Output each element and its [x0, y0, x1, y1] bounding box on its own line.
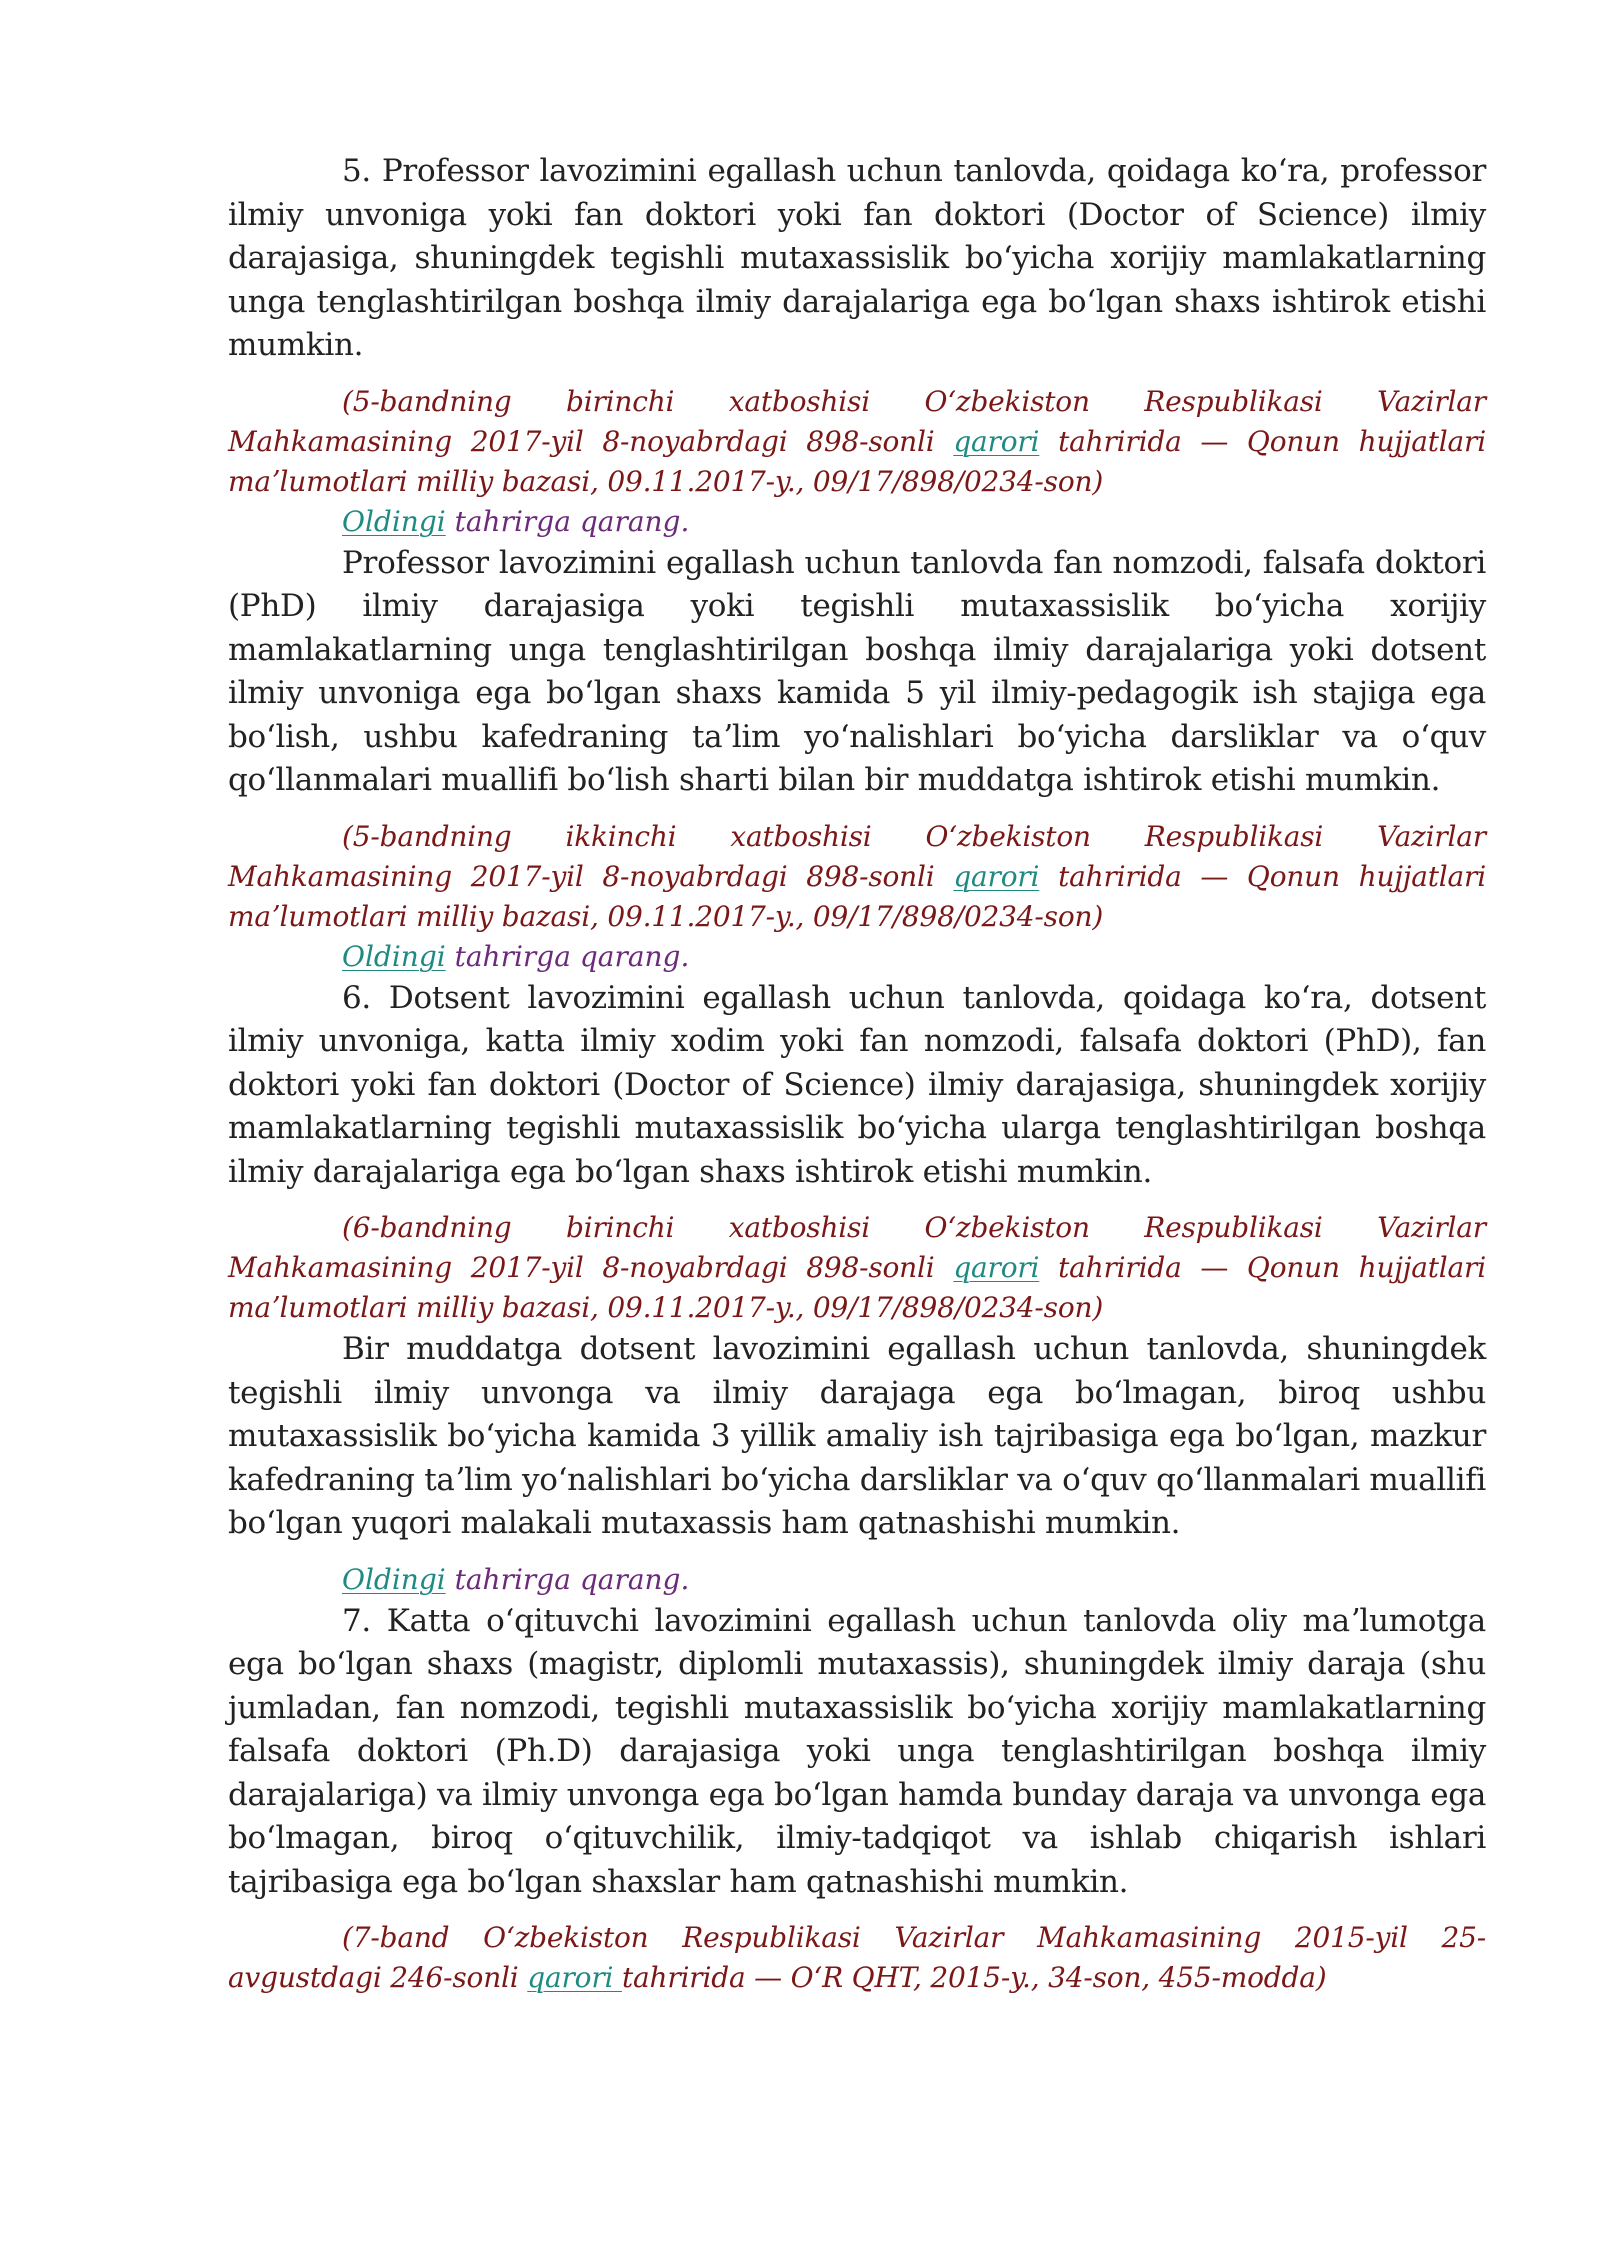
amendment-note-1 — [228, 382, 1486, 502]
note-text: tahririda — Qonun hujjatlari maʼlumotlari milliy bazasi, 09.11.2017-y., 09/17/898/0234-son) — [228, 424, 1486, 498]
paragraph-7-main: 7. Katta oʻqituvchi lavozimini egallash uchun tanlovda oliy maʼlumotga ega boʻlgan shaxs (magistr, diplomli mutaxassis), shuningdek ilmiy daraja (shu jumladan, fan nomzodi, tegishli mutaxassislik boʻyicha xorijiy mamlakatlarning falsafa doktori (Ph.D) darajasiga yoki unga tenglashtirilgan boshqa ilmiy darajalariga) va ilmiy unvonga ega boʻlgan hamda bunday daraja va unvonga ega boʻlmagan, biroq oʻqituvchilik, ilmiy-tadqiqot va ishlab chiqarish ishlari tajribasiga ega boʻlgan shaxslar ham qatnashishi mumkin. — [228, 1602, 1486, 1900]
see-text: tahrirga qarang. — [445, 939, 690, 973]
document-page — [228, 150, 1486, 1998]
amendment-note-3 — [228, 1208, 1486, 1328]
qarori-link[interactable]: qarori — [953, 859, 1040, 893]
amendment-note-4 — [228, 1918, 1486, 1998]
previous-edition-note-1 — [228, 502, 1486, 542]
paragraph-5-main: 5. Professor lavozimini egallash uchun tanlovda, qoidaga koʻra, professor ilmiy unvoniga yoki fan doktori yoki fan doktori (Doctor of Science) ilmiy darajasiga, shuningdek tegishli mutaxassislik boʻyicha xorijiy mamlakatlarning unga tenglashtirilgan boshqa ilmiy darajalariga ega boʻlgan shaxs ishtirok etishi mumkin. — [228, 153, 1486, 363]
note-text: (5-bandning ikkinchi xatboshisi Oʻzbekiston Respublikasi Vazirlar Mahkamasining 2017-yil 8-noyabrdagi 898-sonli — [228, 819, 1486, 893]
paragraph-6-main: 6. Dotsent lavozimini egallash uchun tanlovda, qoidaga koʻra, dotsent ilmiy unvoniga, katta ilmiy xodim yoki fan nomzodi, falsafa doktori (PhD), fan doktori yoki fan doktori (Doctor of Science) ilmiy darajasiga, shuningdek xorijiy mamlakatlarning tegishli mutaxassislik boʻyicha ularga tenglashtirilgan boshqa ilmiy darajalariga ega boʻlgan shaxs ishtirok etishi mumkin. — [228, 979, 1486, 1190]
oldingi-link[interactable]: Oldingi — [342, 504, 446, 538]
paragraph-5-second: Professor lavozimini egallash uchun tanlovda fan nomzodi, falsafa doktori (PhD) ilmiy darajasiga yoki tegishli mutaxassislik boʻyicha xorijiy mamlakatlarning unga tenglashtirilgan boshqa ilmiy darajalariga yoki dotsent ilmiy unvoniga ega boʻlgan shaxs kamida 5 yil ilmiy-pedagogik ish stajiga ega boʻlish, ushbu kafedraning taʼlim yoʻnalishlari boʻyicha darsliklar va oʻquv qoʻllanmalari muallifi boʻlish sharti bilan bir muddatga ishtirok etishi mumkin. — [228, 544, 1486, 798]
qarori-link[interactable]: qarori — [953, 1251, 1040, 1284]
see-text: tahrirga qarang. — [445, 504, 690, 538]
previous-edition-note-3 — [228, 1560, 1486, 1600]
note-text: tahririda — Qonun hujjatlari maʼlumotlari milliy bazasi, 09.11.2017-y., 09/17/898/0234-son) — [228, 1251, 1486, 1324]
note-text: tahririda — OʻR QHT, 2015-y., 34-son, 455-modda) — [621, 1961, 1327, 1994]
note-text: (5-bandning birinchi xatboshisi Oʻzbekiston Respublikasi Vazirlar Mahkamasining 2017-yil 8-noyabrdagi 898-sonli — [228, 384, 1486, 458]
oldingi-link[interactable]: Oldingi — [342, 939, 446, 973]
oldingi-link[interactable]: Oldingi — [342, 1562, 446, 1596]
qarori-link[interactable]: qarori — [527, 1961, 622, 1994]
note-text: (6-bandning birinchi xatboshisi Oʻzbekiston Respublikasi Vazirlar Mahkamasining 2017-yil 8-noyabrdagi 898-sonli — [228, 1211, 1486, 1284]
note-text: tahririda — Qonun hujjatlari maʼlumotlari milliy bazasi, 09.11.2017-y., 09/17/898/0234-son) — [228, 859, 1486, 933]
note-text: (7-band Oʻzbekiston Respublikasi Vazirlar Mahkamasining 2015-yil 25-avgustdagi 246-sonli — [228, 1921, 1486, 1994]
paragraph-6-second: Bir muddatga dotsent lavozimini egallash uchun tanlovda, shuningdek tegishli ilmiy unvonga va ilmiy darajaga ega boʻlmagan, biroq ushbu mutaxassislik boʻyicha kamida 3 yillik amaliy ish tajribasiga ega boʻlgan, mazkur kafedraning taʼlim yoʻnalishlari boʻyicha darsliklar va oʻquv qoʻllanmalari muallifi boʻlgan yuqori malakali mutaxassis ham qatnashishi mumkin. — [228, 1331, 1486, 1541]
amendment-note-2 — [228, 817, 1486, 937]
previous-edition-note-2 — [228, 937, 1486, 977]
see-text: tahrirga qarang. — [445, 1562, 690, 1596]
qarori-link[interactable]: qarori — [953, 424, 1040, 458]
